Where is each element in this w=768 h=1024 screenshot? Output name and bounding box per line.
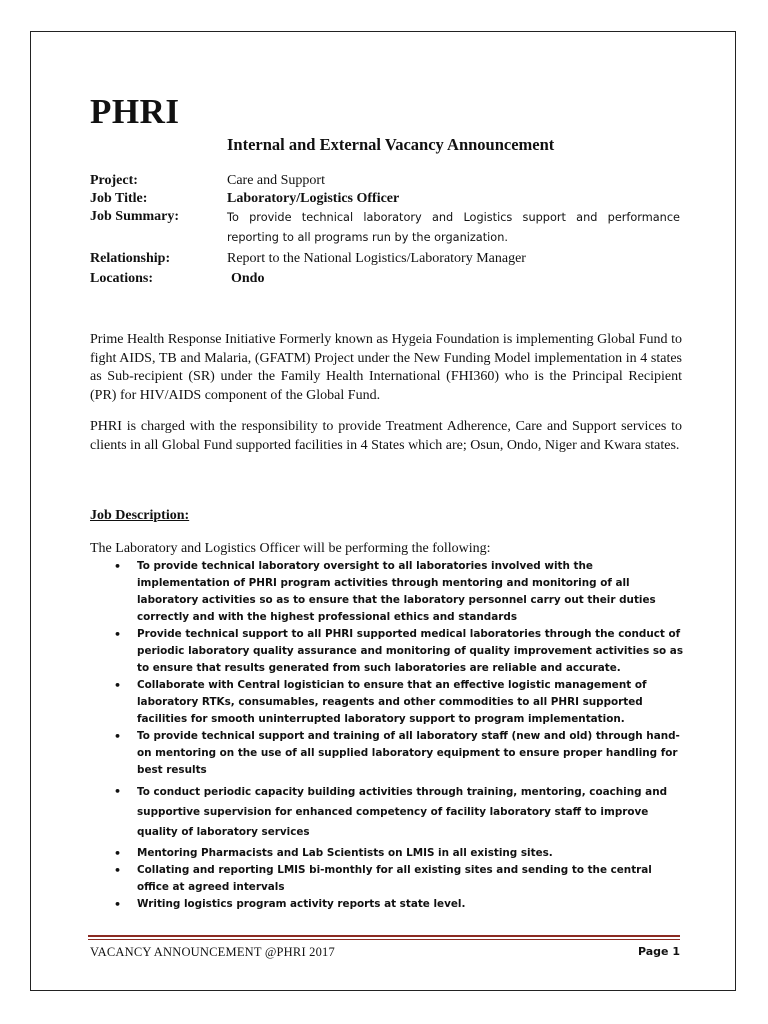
list-item: • To conduct periodic capacity building activities through training, mentoring, coaching and supportive supervision for enhanced competency of facility laboratory staff to improve quality of laboratory services [112, 782, 687, 842]
project-row [90, 172, 680, 190]
job-summary-label: Job Summary: [90, 209, 180, 224]
job-info-block [90, 172, 680, 288]
relationship-label: Relationship: [90, 251, 171, 266]
bullet-icon: • [114, 628, 122, 641]
list-item: • Collaborate with Central logistician to ensure that an effective logistic management of laboratory RTKs, consumables, reagents and other commodities to all PHRI supported facilities for smooth uninterrupted laboratory support to program implementation. [114, 679, 647, 725]
list-item: • Provide technical support to all PHRI supported medical laboratories through the conduct of periodic laboratory quality assurance and monitoring of quality improvement activities so as to ensure that results generated from such laboratories are reliable and accurate. [114, 628, 684, 674]
list-item: • Writing logistics program activity reports at state level. [114, 898, 466, 911]
org-background-paragraph: Prime Health Response Initiative Formerly known as Hygeia Foundation is implementing Global Fund to fight AIDS, TB and Malaria, (GFATM) Project under the New Funding Model implementation in 4 states as Sub-recipient (SR) under the Family Health International (FHI360) who is the Principal Recipient (PR) for HIV/AIDS component of the Global Fund. [90, 332, 682, 403]
locations-label: Locations: [90, 271, 153, 286]
footer-divider [88, 935, 680, 940]
project-label: Project: [90, 173, 138, 188]
list-item: • To provide technical support and training of all laboratory staff (new and old) through hand-on mentoring on the use of all supplied laboratory equipment to ensure proper handling for best results [114, 730, 680, 776]
footer-label: VACANCY ANNOUNCEMENT @PHRI 2017 [90, 945, 335, 959]
bullet-icon: • [114, 864, 122, 877]
list-item: • Mentoring Pharmacists and Lab Scientists on LMIS in all existing sites. [114, 847, 553, 860]
job-description-heading: Job Description: [90, 508, 190, 523]
project-value: Care and Support [227, 173, 325, 188]
bullet-icon: • [114, 560, 122, 573]
job-summary-value: To provide technical laboratory and Logistics support and performance reporting to all programs run by the organization. [227, 211, 680, 244]
relationship-value: Report to the National Logistics/Laboratory Manager [227, 251, 526, 266]
locations-value: Ondo [231, 271, 265, 286]
bullet-icon: • [114, 730, 122, 743]
list-item: • To provide technical laboratory oversight to all laboratories involved with the implementation of PHRI program activities through mentoring and monitoring of all laboratory activities so as to ensure that the laboratory personnel carry out their duties correctly and with the highest professional ethics and standards [114, 560, 656, 623]
bullet-icon: • [114, 847, 122, 860]
job-summary-row [90, 208, 680, 248]
page-number: Page 1 [637, 945, 680, 958]
announcement-title: Internal and External Vacancy Announcement [227, 135, 555, 154]
locations-row [90, 270, 680, 288]
job-title-label: Job Title: [90, 191, 148, 206]
job-description-intro: The Laboratory and Logistics Officer will be performing the following: [90, 541, 491, 556]
relationship-row [90, 250, 680, 268]
list-item: • Collating and reporting LMIS bi-monthly for all existing sites and sending to the central office at agreed intervals [114, 864, 652, 893]
job-title-row [90, 190, 680, 208]
bullet-icon: • [114, 898, 122, 911]
bullet-icon: • [114, 785, 122, 798]
bullet-icon: • [114, 679, 122, 692]
job-title-value: Laboratory/Logistics Officer [227, 191, 400, 206]
org-title: PHRI [90, 92, 180, 131]
duties-list [112, 558, 687, 913]
org-responsibility-paragraph: PHRI is charged with the responsibility to provide Treatment Adherence, Care and Support services to clients in all Global Fund supported facilities in 4 States which are; Osun, Ondo, Niger and Kwara states. [90, 419, 682, 453]
